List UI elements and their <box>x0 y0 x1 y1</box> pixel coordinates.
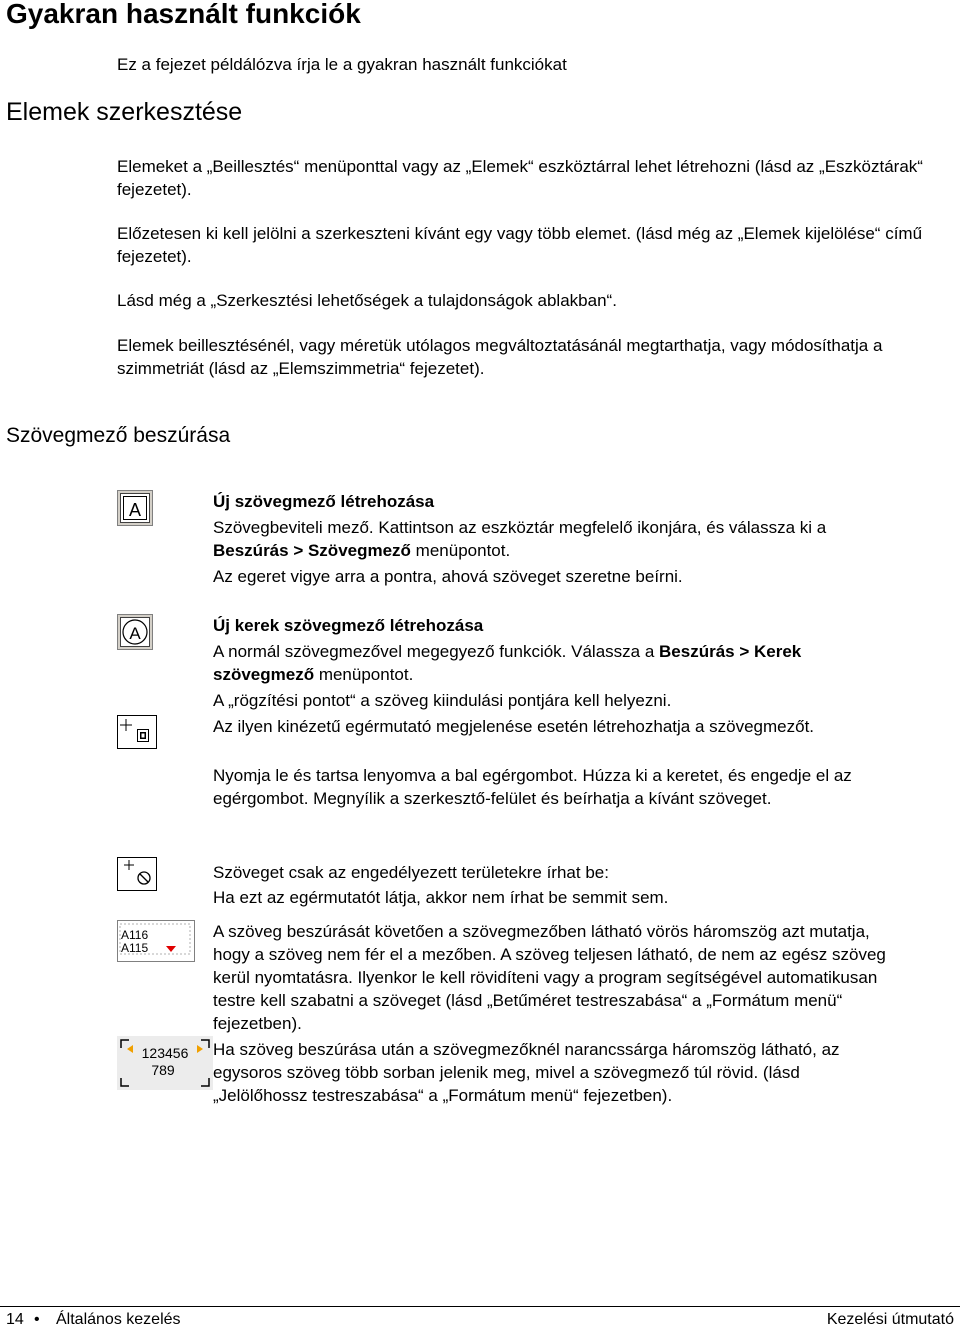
footer-bullet: • <box>34 1311 40 1328</box>
menu-path-round-text-box: Beszúrás > Kerek szövegmező <box>213 642 802 684</box>
field-label-a116: A116 <box>121 928 149 942</box>
round-text-box-description: A normál szövegmezővel megegyező funkciók. Válassza a Beszúrás > Kerek szövegmező menüpontot. <box>213 642 802 684</box>
round-text-box-icon-letter: A <box>129 624 141 643</box>
orange-triangle-field-icon <box>117 1036 213 1090</box>
new-text-box-description: Szövegbeviteli mező. Kattintson az eszköztár megfelelő ikonjára, és válassza ki a Beszúrás > Szövegmező menüpontot. <box>213 518 827 560</box>
page-title: Gyakran használt funkciók <box>6 0 361 29</box>
new-text-box-hint: Az egeret vigye arra a pontra, ahová szöveget szeretne beírni. <box>213 567 683 586</box>
section-heading-text-box: Szövegmező beszúrása <box>6 424 231 447</box>
field-label-a115: A115 <box>121 941 149 955</box>
round-text-box-title: Új kerek szövegmező létrehozása <box>213 616 484 635</box>
text-box-icon-letter: A <box>128 500 142 520</box>
paragraph-edit-options: Lásd még a „Szerkesztési lehetőségek a tulajdonságok ablakban“. <box>117 291 617 310</box>
paragraph-insert-elements: Elemeket a „Beillesztés“ menüponttal vagy az „Elemek“ eszköztárral lehet létrehozni (lásd az „Eszköztárak“ fejezetet). <box>117 157 923 199</box>
footer-page-number: 14 <box>6 1311 24 1328</box>
orange-triangle-text: Ha szöveg beszúrása után a szövegmezőknél narancssárga háromszög látható, az egysoros szöveg több sorban jelenik meg, mivel a szövegmező túl rövid. (lásd „Jelölőhossz testreszabása“ a „Formátum menü“ fejezetben). <box>213 1040 840 1105</box>
paragraph-symmetry: Elemek beillesztésénél, vagy méretük utólagos megváltoztatásánál megtarthatja, vagy módosíthatja a szimmetriát (lásd az „Elemszimmetria“ fejezetet). <box>117 336 883 378</box>
intro-text: Ez a fejezet példálózva írja le a gyakran használt funkciókat <box>117 55 567 74</box>
anchor-point-text: A „rögzítési pontot“ a szöveg kiindulási pontjára kell helyezni. <box>213 691 672 710</box>
red-triangle-field-icon <box>117 920 195 962</box>
round-text-box-icon <box>117 614 153 650</box>
menu-path-text-box: Beszúrás > Szövegmező <box>213 541 411 560</box>
footer-manual-name: Kezelési útmutató <box>826 1311 954 1328</box>
field-value-123456: 123456 <box>141 1045 189 1061</box>
allowed-areas-text: Szöveget csak az engedélyezett területekre írhat be: <box>213 863 609 882</box>
red-triangle-text: A szöveg beszúrását követően a szövegmezőben látható vörös háromszög azt mutatja, hogy a szöveg nem fér el a mezőben. A szöveg teljesen látható, de nem az egész szöveg kerül nyomtatásra. Ilyenkor le kell rövidíteni vagy a program segítségével automatikusan testre kell szabatni a szöveget (lásd „Betűméret testreszabása“ a „Formátum menü“ fejezetben). <box>213 922 886 1033</box>
field-value-789: 789 <box>151 1062 175 1078</box>
cursor-create-text: Az ilyen kinézetű egérmutató megjelenése esetén létrehozhatja a szövegmezőt. <box>213 717 815 736</box>
new-text-box-title: Új szövegmező létrehozása <box>213 492 435 511</box>
section-heading-editing: Elemek szerkesztése <box>6 98 243 126</box>
paragraph-select-elements: Előzetesen ki kell jelölni a szerkeszteni kívánt egy vagy több elemet. (lásd még az „Elemek kijelölése“ című fejezetet). <box>117 224 923 266</box>
drag-frame-text: Nyomja le és tartsa lenyomva a bal egérgombot. Húzza ki a keretet, és engedje el az egérgombot. Megnyílik a szerkesztő-felület és beírhatja a kívánt szöveget. <box>213 766 852 808</box>
orange-triangle-left <box>127 1045 133 1053</box>
text-box-cursor-icon <box>117 715 157 749</box>
footer-section-name: Általános kezelés <box>56 1311 181 1328</box>
text-box-icon <box>117 490 153 526</box>
forbidden-cursor-text: Ha ezt az egérmutatót látja, akkor nem írhat be semmit sem. <box>213 888 669 907</box>
forbidden-cursor-icon <box>117 857 157 891</box>
footer-divider <box>0 1306 960 1307</box>
orange-triangle-right <box>197 1045 203 1053</box>
